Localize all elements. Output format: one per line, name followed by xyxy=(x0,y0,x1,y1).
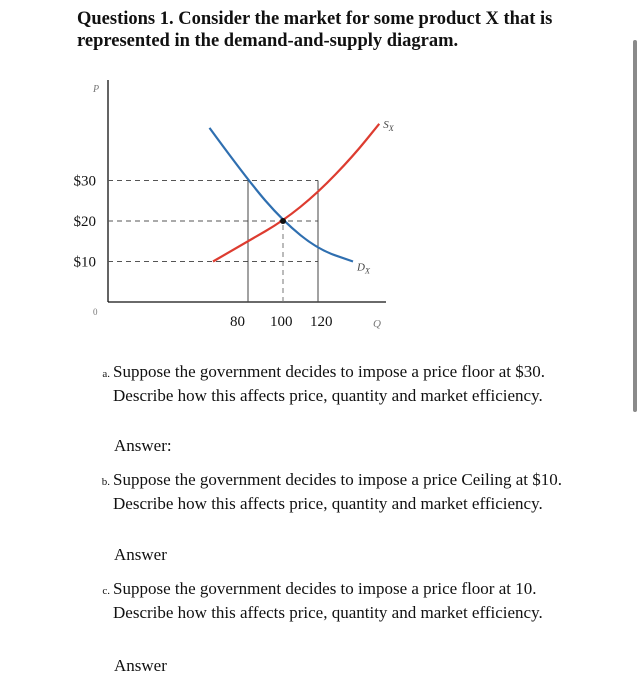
x-tick-label-100: 100 xyxy=(270,314,293,330)
x-tick-label-80: 80 xyxy=(230,314,245,330)
scrollbar[interactable] xyxy=(633,40,637,412)
question-title: Questions 1. Consider the market for some product X that is represented in the demand-and-supply diagram. xyxy=(77,9,553,51)
axes xyxy=(108,80,386,302)
curves xyxy=(210,124,380,262)
demand-curve xyxy=(210,128,354,262)
demand-curve-subscript: X xyxy=(364,266,370,276)
y-axis-label: P xyxy=(93,84,100,95)
supply-curve-label: $S_X$ xyxy=(383,118,394,133)
question-a-text: Suppose the government decides to impose a price floor at $30. Describe how this affects price, quantity and market efficiency. xyxy=(113,362,545,405)
question-b-text: Suppose the government decides to impose a price Ceiling at $10. Describe how this affects price, quantity and market efficiency. xyxy=(113,470,562,513)
question-a xyxy=(88,361,568,406)
question-c xyxy=(88,578,568,623)
question-a-label: a. xyxy=(102,368,110,380)
question-c-text: Suppose the government decides to impose a price floor at 10. Describe how this affects price, quantity and market efficiency. xyxy=(113,579,543,622)
x-axis-label: Q xyxy=(373,318,381,330)
equilibrium-point xyxy=(280,218,286,224)
answer-c: Answer xyxy=(114,656,167,675)
y-tick-label-10: $10 xyxy=(73,254,96,271)
answer-b: Answer xyxy=(114,545,167,564)
y-tick-label-20: $20 xyxy=(73,214,96,230)
demand-curve-label: $D_X$ xyxy=(357,261,370,276)
x-tick-label-120: 120 xyxy=(310,314,333,330)
question-b xyxy=(88,469,568,514)
reference-lines xyxy=(108,181,318,303)
supply-curve xyxy=(213,124,379,262)
answer-a: Answer: xyxy=(114,436,172,455)
demand-supply-diagram xyxy=(0,0,641,340)
origin-label: 0 xyxy=(93,307,98,317)
question-b-label: b. xyxy=(101,476,110,488)
axis-labels xyxy=(74,84,395,330)
supply-curve-subscript: X xyxy=(388,123,394,133)
question-c-label: c. xyxy=(102,585,110,597)
y-tick-label-30: $30 xyxy=(73,173,96,190)
